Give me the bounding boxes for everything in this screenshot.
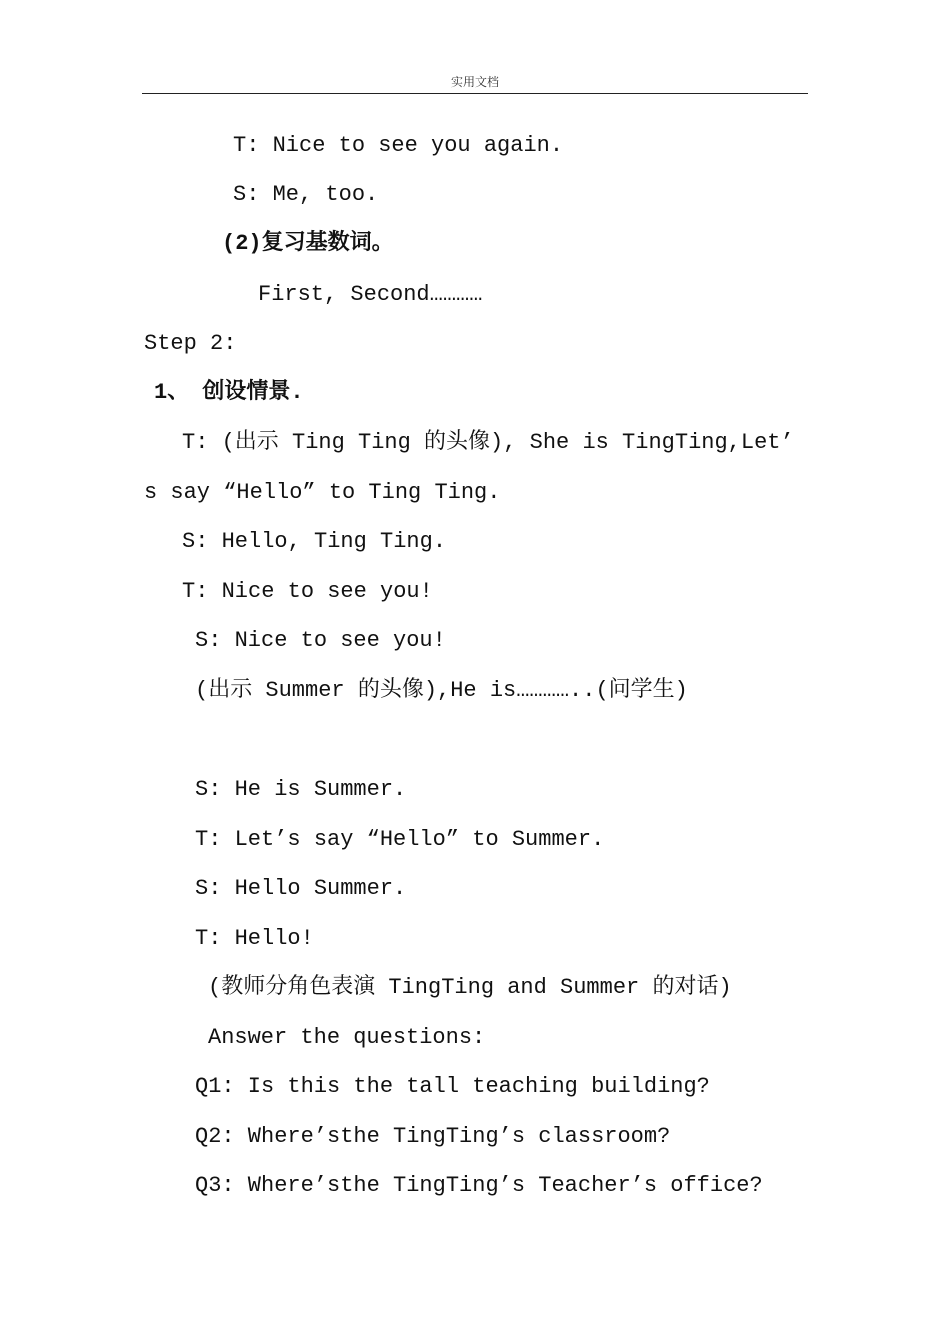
dialogue-line: S: Me, too. xyxy=(233,182,379,207)
question-item: Q2: Where’sthe TingTing’s classroom? xyxy=(195,1124,671,1149)
dialogue-line: S: He is Summer. xyxy=(195,777,407,802)
section-heading: 1、 创设情景. xyxy=(154,380,304,405)
instruction-line: Answer the questions: xyxy=(208,1025,486,1050)
page-header: 实用文档 xyxy=(450,75,499,89)
dialogue-line: S: Nice to see you! xyxy=(195,628,446,653)
dialogue-line: First, Second………… xyxy=(258,282,483,307)
dialogue-line: S: Hello, Ting Ting. xyxy=(182,529,447,554)
dialogue-line: T: Hello! xyxy=(195,926,314,951)
section-heading: (2)复习基数词。 xyxy=(222,231,394,256)
dialogue-line: s say “Hello” to Ting Ting. xyxy=(144,480,501,505)
dialogue-line: S: Hello Summer. xyxy=(195,876,407,901)
header-rule xyxy=(142,93,808,94)
stage-direction: (教师分角色表演 TingTing and Summer 的对话) xyxy=(208,975,732,1000)
dialogue-line: T: Nice to see you again. xyxy=(233,133,564,158)
dialogue-line: T: Let’s say “Hello” to Summer. xyxy=(195,827,605,852)
dialogue-line: T: Nice to see you! xyxy=(182,579,433,604)
dialogue-line: T: (出示 Ting Ting 的头像), She is TingTing,Let’ xyxy=(182,430,794,455)
step-heading: Step 2: xyxy=(144,331,237,356)
dialogue-line: (出示 Summer 的头像),He is…………..(问学生) xyxy=(195,678,688,703)
question-item: Q3: Where’sthe TingTing’s Teacher’s office? xyxy=(195,1173,763,1198)
question-item: Q1: Is this the tall teaching building? xyxy=(195,1074,710,1099)
